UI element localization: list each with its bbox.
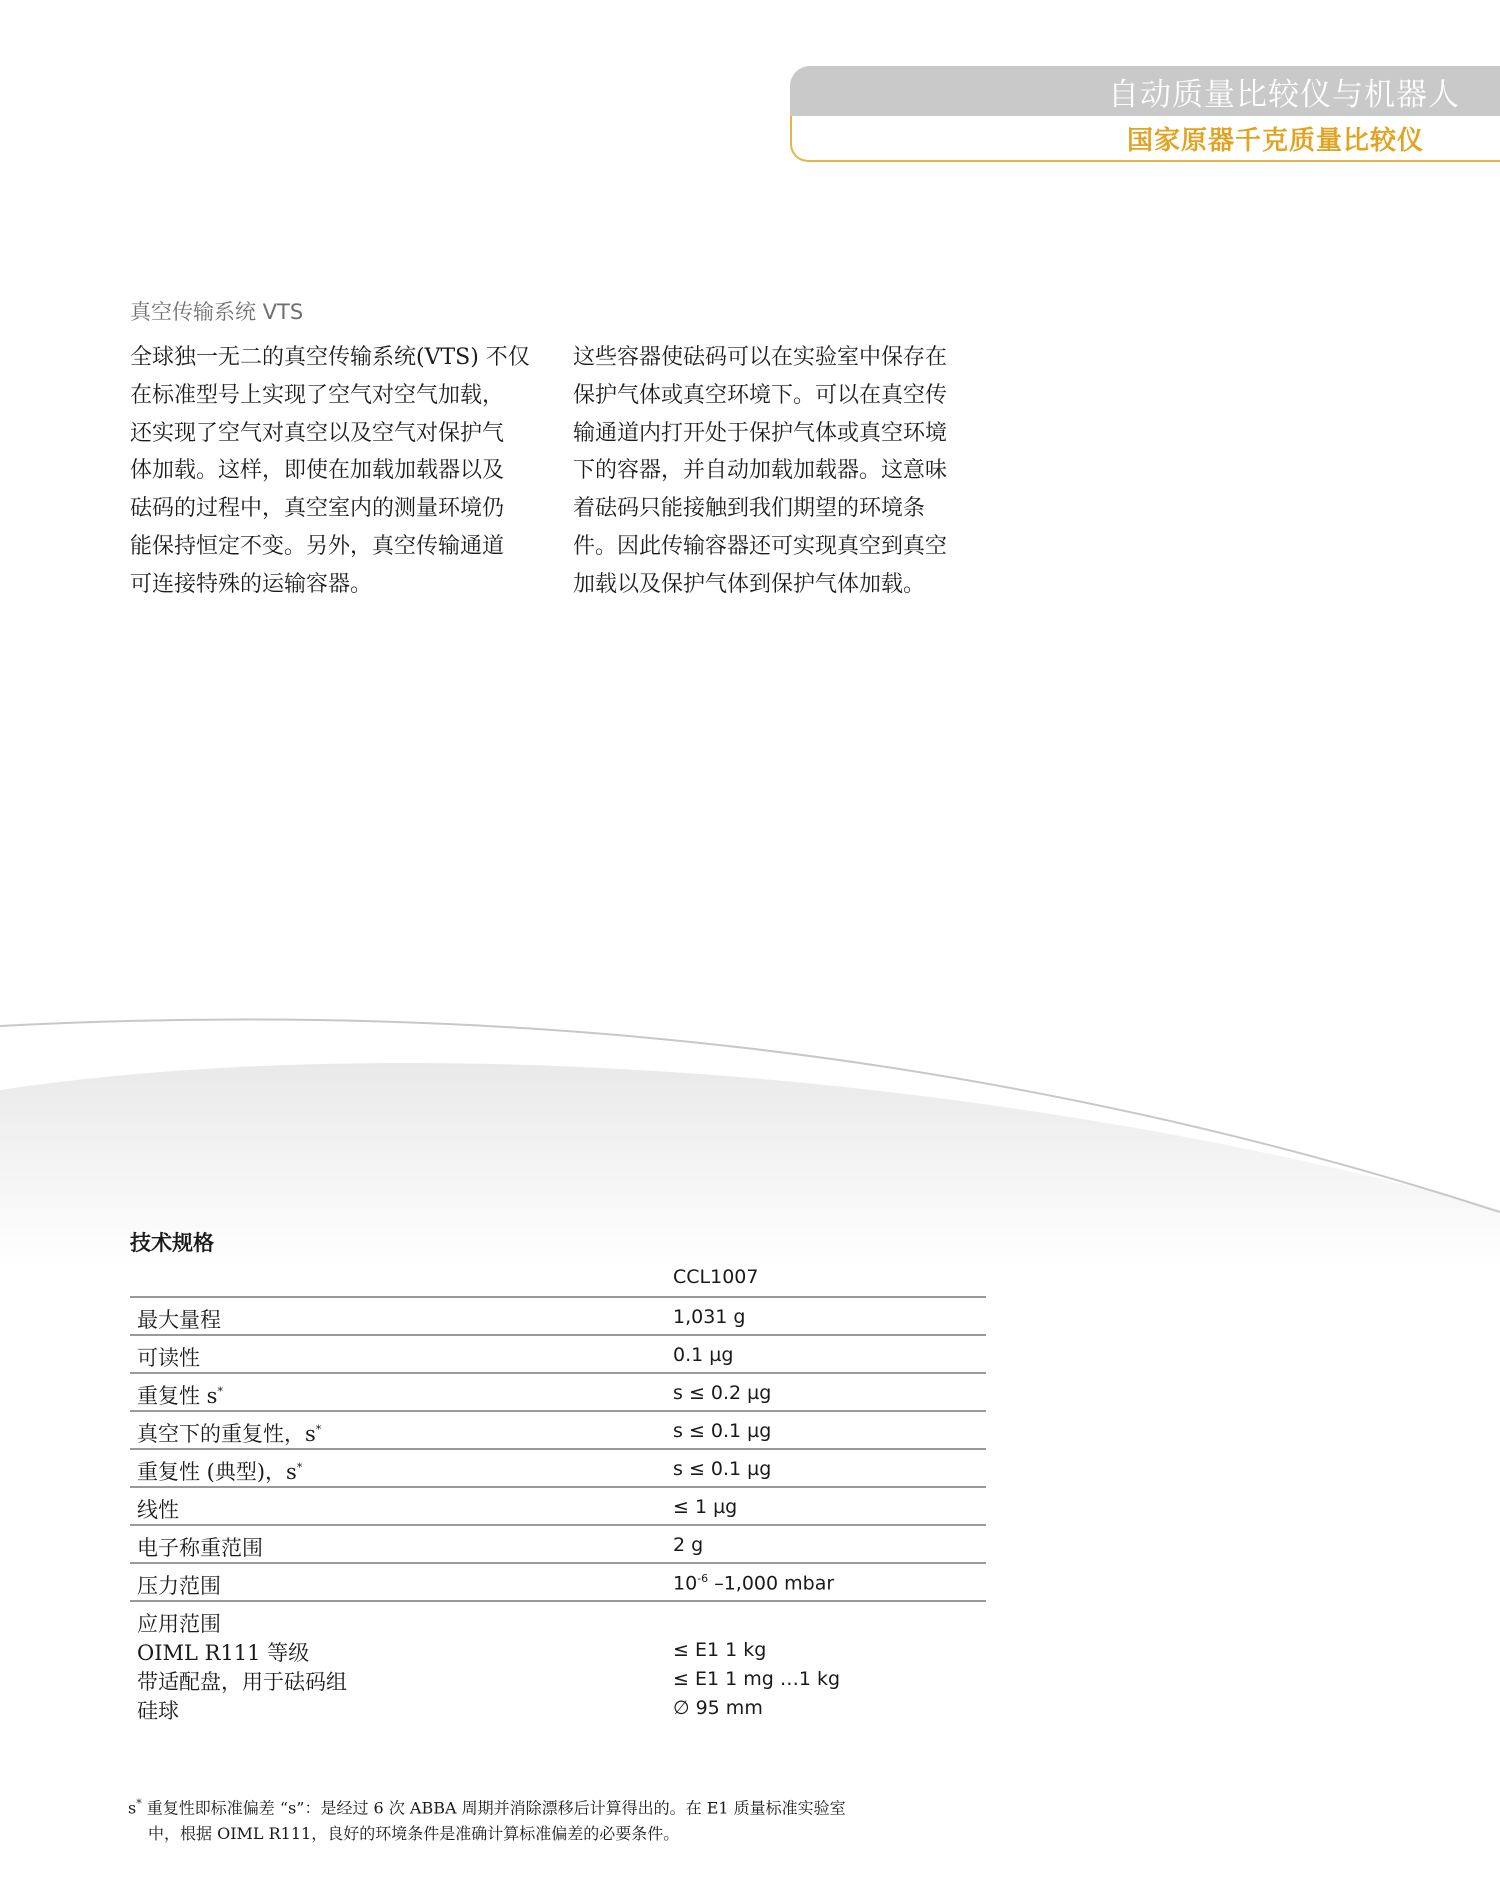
spec-key: 电子称重范围 [137,1536,263,1560]
text-line: 输通道内打开处于保护气体或真空环境 [573,420,948,446]
spec-key: 最大量程 [137,1308,221,1332]
spec-value: ≤ 1 µg [673,1496,738,1518]
table-row [130,1524,986,1562]
text-line: 能保持恒定不变。另外，真空传输通道 [130,533,505,559]
application-key: 应用范围 [137,1612,221,1636]
spec-key: 线性 [137,1498,179,1522]
application-item-value: ≤ E1 1 mg …1 kg [673,1668,841,1690]
spec-key-mark: * [315,1423,322,1436]
text-line: 下的容器，并自动加载加载器。这意味 [573,458,948,484]
spec-key-mark: * [217,1385,223,1398]
spec-key-text: 重复性 s [137,1384,218,1408]
footnote-line2: 中，根据 OIML R111，良好的环境条件是准确计算标准偏差的必要条件。 [148,1824,680,1844]
decorative-swoosh [0,990,1500,1270]
header-subtitle: 国家原器千克质量比较仪 [1126,125,1424,156]
spec-model-label: CCL1007 [673,1266,759,1288]
table-row [130,1486,986,1524]
spec-key [137,1380,223,1410]
header-title-bar [790,66,1500,116]
footnote-line1: 重复性即标准偏差 “s”：是经过 6 次 ABBA 周期并消除漂移后计算得出的。在 E1 质量标准实验室 [141,1798,846,1818]
text-line: 在标准型号上实现了空气对空气加载， [130,382,505,408]
spec-key-text: 重复性 (典型)，s [137,1460,297,1484]
table-row [130,1296,986,1334]
spec-table [130,1262,986,1726]
table-row [130,1372,986,1410]
table-row [130,1562,986,1600]
text-line: 还实现了空气对真空以及空气对保护气 [130,420,505,446]
vts-text-right [573,339,993,604]
application-item-key: 带适配盘，用于砝码组 [137,1670,347,1694]
spec-value: 2 g [673,1534,704,1556]
footnote-mark-sup: * [136,1797,142,1810]
spec-key: 压力范围 [137,1574,221,1598]
spec-key-mark: * [296,1461,303,1474]
text-line: 加载以及保护气体到保护气体加载。 [573,571,926,597]
header-title: 自动质量比较仪与机器人 [1108,76,1460,113]
table-row [130,1448,986,1486]
spec-key-text: 真空下的重复性，s [137,1422,316,1446]
text-line: 体加载。这样，即使在加载加载器以及 [130,458,505,484]
spec-key [137,1418,321,1448]
spec-value: s ≤ 0.2 µg [673,1382,772,1404]
pressure-rest: –1,000 mbar [708,1572,835,1595]
text-line: 件。因此传输容器还可实现真空到真空 [573,533,948,559]
application-item-value: ≤ E1 1 kg [673,1639,767,1661]
spec-value: s ≤ 0.1 µg [673,1458,772,1480]
application-item-value: ∅ 95 mm [673,1697,763,1719]
spec-value: 0.1 µg [673,1344,734,1366]
text-line: 保护气体或真空环境下。可以在真空传 [573,382,948,408]
spec-model-row [130,1262,986,1296]
application-item-key: OIML R111 等级 [137,1641,310,1665]
spec-value [673,1572,834,1594]
spec-key: 可读性 [137,1346,200,1370]
text-line: 这些容器使砝码可以在实验室中保存在 [573,345,948,370]
text-line: 全球独一无二的真空传输系统(VTS) 不仅 [130,345,530,370]
spec-heading: 技术规格 [130,1231,214,1255]
pressure-base: 10 [673,1572,698,1595]
spec-value: s ≤ 0.1 µg [673,1420,772,1442]
table-row [130,1410,986,1448]
section-title-vts: 真空传输系统 VTS [130,300,304,324]
spec-key [137,1456,302,1486]
text-line: 着砝码只能接触到我们期望的环境条 [573,496,926,522]
vts-text-left [130,339,550,604]
pressure-exponent: -6 [697,1572,709,1585]
application-item-key: 硅球 [137,1699,179,1723]
text-line: 砝码的过程中，真空室内的测量环境仍 [130,496,505,522]
spec-value: 1,031 g [673,1306,746,1328]
header-subtitle-bar [790,116,1500,162]
table-row [130,1334,986,1372]
table-row-application [130,1600,986,1726]
footnote [128,1791,1008,1847]
text-line: 可连接特殊的运输容器。 [130,571,373,597]
footnote-mark: s [128,1798,137,1818]
